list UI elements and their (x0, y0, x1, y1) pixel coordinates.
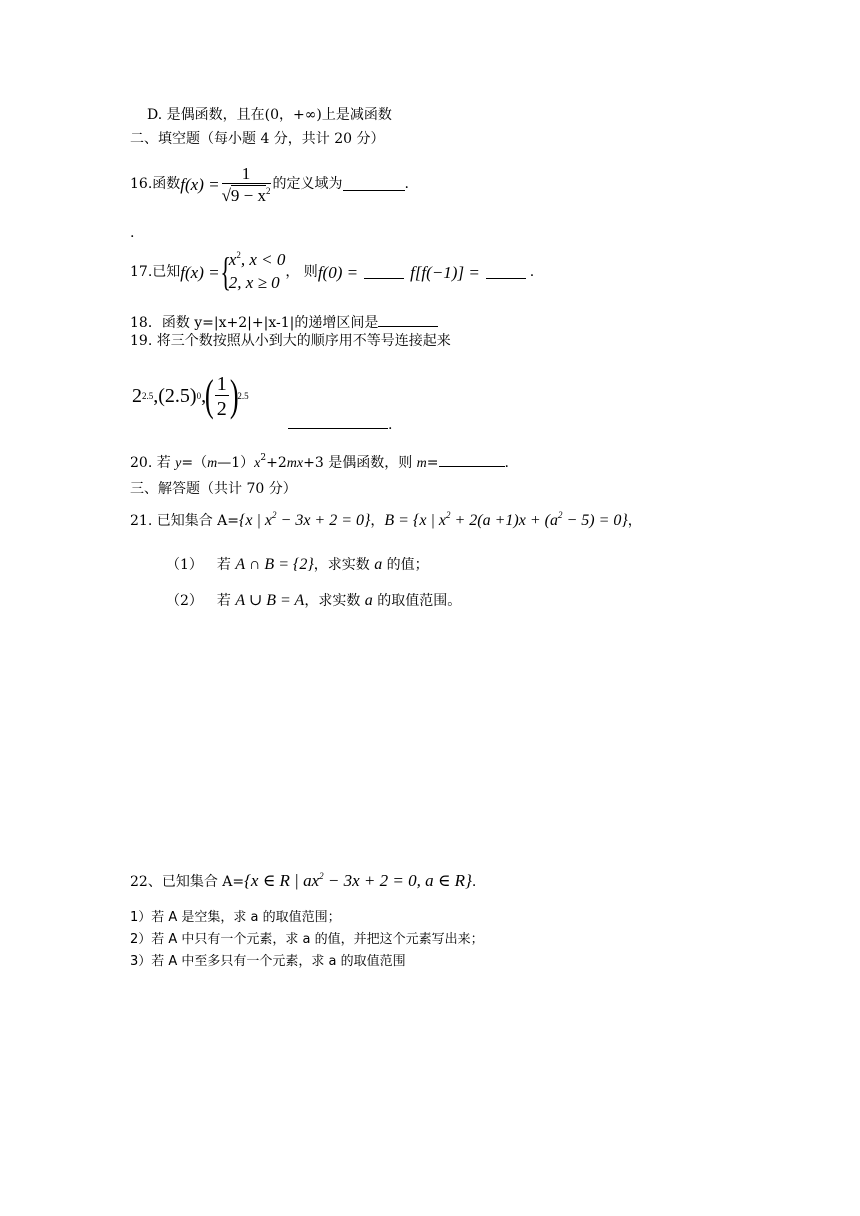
q17-case1-exp: 2 (236, 250, 241, 261)
q21-set-b-exp1: 2 (445, 510, 451, 520)
q20-answer-blank[interactable] (439, 454, 505, 467)
question-18 (130, 314, 438, 330)
q19-expression: 2 2.5 , (2.5) 0 , ( $\frac{1}{2}$ ) 2.5 (132, 371, 249, 420)
q18-answer-blank[interactable] (378, 314, 438, 327)
q21-part-2 (166, 593, 461, 609)
q22-set (244, 871, 472, 890)
q21-set-b-part3: − 5) = 0} (562, 512, 628, 529)
q20-equals: = (426, 455, 439, 471)
q16-numerator: 1 (241, 163, 251, 183)
q21-2-number: （2） (166, 593, 203, 609)
q17-prefix: 17.已知 (130, 264, 181, 280)
q16-fraction (222, 165, 271, 204)
q20-rest: +3 是偶函数，则 (303, 455, 417, 471)
q16-denominator: $√9 - x^2$ (222, 183, 271, 204)
q19-right-paren: ) (229, 371, 239, 420)
q20-prefix: 20. 若 (130, 455, 176, 471)
q16-period: . (404, 176, 409, 192)
q22-part-3: 3）若 A 中至多只有一个元素，求 a 的取值范围 (130, 954, 406, 969)
q20-m2: m (286, 456, 297, 471)
q22-set-part2: − 3x + 2 = 0, a ∈ R} (323, 871, 472, 890)
q19-paren: (2.5) (158, 385, 197, 407)
q21-comma: ， (370, 513, 385, 529)
q17-f0: f(0) = (317, 262, 359, 282)
q21-end: ， (627, 513, 642, 529)
q21-set-b-part2: + 2(a +1)x + (a (450, 512, 558, 529)
section-solutions-header: 三、解答题（共计 70 分） (130, 481, 297, 497)
stray-dot: . (130, 225, 135, 241)
q19-left-paren: ( (205, 371, 214, 420)
q21-set-a (239, 512, 370, 529)
q15-option-d: D. 是偶函数，且在(0，+∞)上是减函数 (147, 107, 392, 123)
q17-ff: f[f(−1)] = (410, 262, 480, 282)
q17-function: f(x) = (180, 262, 220, 282)
q22-end: . (471, 874, 477, 890)
q19-period: . (388, 417, 393, 433)
q17-brace: { (219, 249, 231, 294)
q20-plus2: +2 (266, 455, 287, 471)
q19-frac-den: 2 (215, 395, 229, 419)
q17-case1-var: x (228, 250, 237, 270)
q21-2-tail: 的取值范围。 (372, 593, 462, 609)
q21-1-post: ，求实数 (313, 557, 375, 573)
q17-case1-cond: , x < 0 (240, 250, 286, 270)
q17-blank-2[interactable] (486, 266, 526, 279)
q22-part-2: 2）若 A 中只有一个元素，求 a 的值，并把这个元素写出来； (130, 932, 484, 947)
section-fill-in-header: 二、填空题（每小题 4 分，共计 20 分） (130, 131, 385, 147)
q16-exponent: 2 (266, 185, 271, 196)
q22-set-exp: 2 (319, 871, 324, 881)
q17-piecewise-cases (229, 249, 286, 295)
q19-base-1: 2 (132, 385, 142, 407)
q19-frac-num: 1 (216, 372, 227, 395)
q16-prefix: 16.函数 (130, 176, 181, 192)
q17-then: ， 则 (285, 264, 318, 280)
question-20 (130, 454, 509, 471)
q20-minus1: —1） (217, 455, 255, 471)
q21-1-number: （1） (166, 557, 203, 573)
q21-set-a-exp: 2 (272, 510, 277, 520)
question-19: 19. 将三个数按照从小到大的顺序用不等号连接起来 (130, 333, 451, 349)
q21-1-pre: 若 (216, 557, 236, 573)
q16-radicand: 9 − x (230, 185, 267, 205)
q16-answer-blank[interactable] (343, 178, 405, 191)
q21-2-var: a (364, 592, 373, 609)
q19-fraction (215, 374, 229, 419)
q17-period: . (529, 264, 535, 280)
q21-set-a-part1: {x | x (239, 512, 273, 529)
q20-x: x (254, 456, 261, 471)
q21-part-1 (166, 557, 429, 573)
q21-prefix: 21. 已知集合 A= (130, 513, 240, 529)
q16-function: f(x) = (180, 174, 220, 194)
q21-2-post: ，求实数 (304, 593, 365, 609)
q21-set-b (384, 512, 627, 529)
q21-1-tail: 的值； (382, 557, 429, 573)
q19-answer (288, 416, 392, 432)
q21-set-a-part2: − 3x + 2 = 0} (276, 512, 371, 529)
q22-part-1: 1）若 A 是空集，求 a 的取值范围； (130, 910, 341, 925)
q21-set-b-part1: B = {x | x (384, 512, 446, 529)
q21-2-expr: A ∪ B = A (235, 592, 305, 609)
q20-m1: m (207, 456, 218, 471)
q19-answer-blank[interactable] (288, 416, 388, 429)
question-22 (130, 872, 476, 889)
q21-1-var: a (374, 556, 383, 573)
q16-suffix: 的定义域为 (272, 176, 343, 192)
question-17 (130, 246, 534, 298)
question-21 (130, 510, 642, 529)
q17-case-2: 2, x ≥ 0 (228, 273, 280, 292)
q21-2-pre: 若 (216, 593, 236, 609)
q21-1-expr: A ∩ B = {2} (235, 556, 314, 573)
q18-text: 18．函数 y=|x+2|+|x-1|的递增区间是 (130, 315, 379, 331)
question-16 (130, 160, 409, 208)
q20-m3: m (416, 456, 427, 471)
q19-sep-1: , (153, 385, 159, 407)
q20-x2: x (296, 456, 304, 471)
q22-prefix: 22、已知集合 A= (130, 874, 245, 890)
q17-blank-1[interactable] (364, 266, 404, 279)
q20-period: . (504, 455, 509, 471)
q21-set-b-exp2: 2 (557, 510, 563, 520)
q20-y: y (175, 456, 182, 471)
q22-set-part1: {x ∈ R | ax (244, 871, 320, 890)
q20-eq: =（ (181, 455, 208, 471)
q19-sep-2: , (201, 385, 207, 407)
q17-case-1 (229, 249, 286, 272)
q20-exp: 2 (260, 453, 267, 463)
